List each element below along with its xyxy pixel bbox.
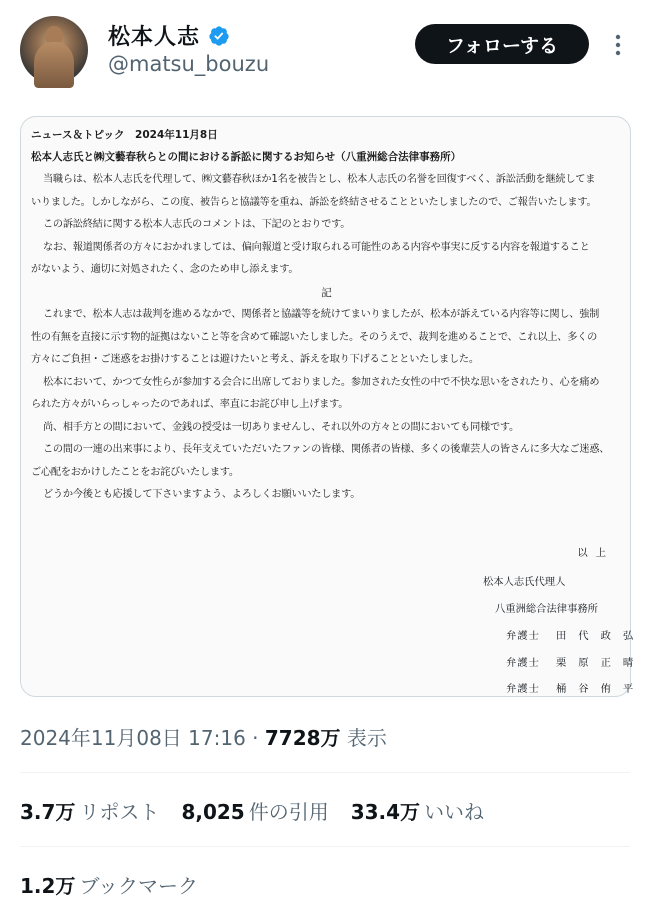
more-options-icon[interactable] [612,30,624,60]
verified-badge-icon [208,25,230,47]
document-line: 性の有無を直接に示す物的証拠はないこと等を含めて確認いたしました。そのうえで、裁判を進めることで、これ以上、多くの [31,331,598,343]
bookmarks-stat[interactable] [20,870,198,899]
document-line: られた方々がいらっしゃったのであれば、率直にお詫び申し上げます。 [31,399,349,410]
document-line: 方々にご負担・ご迷惑をお掛けすることは避けたいと考え、訴えを取り下げることといたしました。 [31,354,479,365]
document-line: この間の一連の出来事により、長年支えていただいたファンの皆様、関係者の皆様、多くの後輩芸人の皆さんに多大なご迷惑、 [43,444,610,455]
engagement-stats [20,796,506,825]
document-line: なお、報道関係者の方々におかれましては、偏向報道と受け取られる可能性のある内容や事実に反する内容を報道すること [43,241,590,253]
document-line: がないよう、適切に対処されたく、念のため申し添えます。 [31,264,299,275]
document-ki: 記 [321,286,332,299]
document-line: 松本において、かつて女性らが参加する会合に出席しておりました。参加された女性の中で不快な思いをされたり、心を痛め [43,376,600,388]
meta-separator: · [245,726,265,750]
quotes-label: 件の引用 [248,800,329,824]
document-line: どうか今後とも応援して下さいますよう、よろしくお願いいたします。 [43,489,361,500]
document-title: 松本人志氏と㈱文藝春秋らとの間における訴訟に関するお知らせ（八重洲総合法律事務所） [31,151,462,163]
name-row [108,20,230,51]
avatar-torso [34,42,74,88]
document-comment [31,304,622,507]
lawyer-name: 田代政弘 [556,630,646,642]
document-line: ご心配をおかけしたことをお詫びいたします。 [31,466,239,478]
reposts-count: 3.7万 [20,800,76,824]
likes-label: いいね [424,800,485,824]
document-line: これまで、松本人志は裁判を進めるなかで、関係者と協議等を続けてまいりましたが、松本が訴えている内容等に関し、強制 [43,309,600,320]
document-line: この訴訟終結に関する松本人志氏のコメントは、下記のとおりです。 [43,219,351,230]
lawyer-signature [506,627,645,642]
user-handle[interactable]: @matsu_bouzu [108,52,270,76]
lawyer-role: 弁護士 [506,657,540,669]
quotes-stat[interactable] [181,796,328,825]
quotes-count: 8,025 [181,800,245,824]
views-count: 7728万 [264,726,341,750]
document-agent-line1: 松本人志氏代理人 [483,576,566,588]
lawyer-signature [506,680,645,695]
document-agent-line2: 八重洲総合法律事務所 [495,603,598,615]
display-name[interactable]: 松本人志 [108,25,201,50]
timestamp[interactable]: 2024年11月08日 17:16 [20,726,246,750]
bookmarks-count: 1.2万 [20,874,76,898]
reposts-stat[interactable] [20,796,159,825]
document-line: いりました。しかしながら、この度、被告らと協議等を重ね、訴訟を終結させることといたしましたので、ご報告いたします。 [31,196,597,208]
lawyer-signature [506,654,645,669]
divider [20,772,630,773]
tweet-header [0,0,650,100]
views-label: 表示 [346,726,387,750]
lawyer-name: 栗原正晴 [556,657,646,669]
lawyer-role: 弁護士 [506,630,540,642]
document-date-line: ニュース＆トピック 2024年11月8日 [31,129,218,141]
attached-image[interactable] [20,116,646,697]
likes-stat[interactable] [351,796,484,825]
lawyer-name: 桶谷侑平 [556,683,646,695]
avatar[interactable] [20,16,88,84]
lawyer-role: 弁護士 [506,683,540,695]
document-intro [31,169,622,282]
likes-count: 33.4万 [350,800,421,824]
follow-button[interactable]: フォローする [415,24,589,64]
tweet-meta [20,722,387,751]
document-line: 尚、相手方との間において、金銭の授受は一切ありませんし、それ以外の方々との間においても同様です。 [43,421,519,433]
reposts-label: リポスト [79,800,160,824]
bookmarks-label: ブックマーク [79,874,199,898]
document-line: 当職らは、松本人志氏を代理して、㈱文藝春秋ほか1名を被告とし、松本人志氏の名誉を回復すべく、訴訟活動を継続してま [43,174,596,185]
divider [20,846,630,847]
document-ijo: 以上 [577,547,614,559]
